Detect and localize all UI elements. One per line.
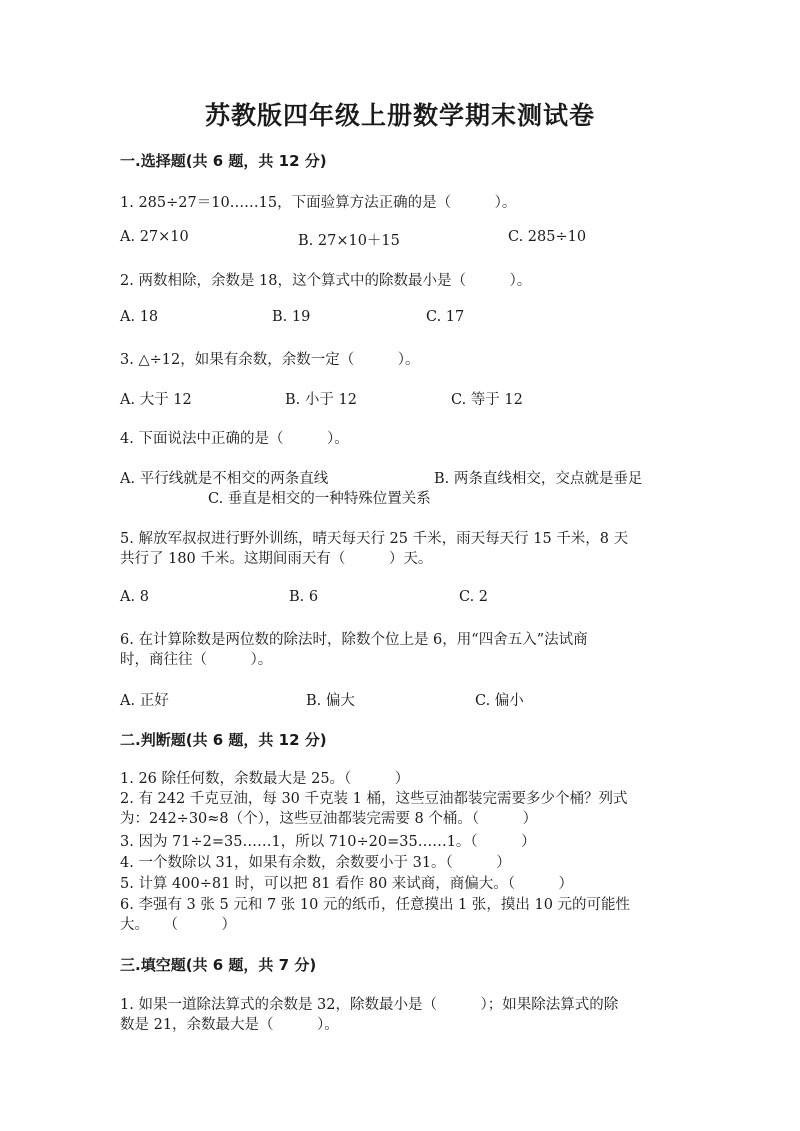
- judgment-line: 5. 计算 400÷81 时，可以把 81 看作 80 来试商，商偏大。（ ）: [120, 876, 574, 892]
- option-a: A. 27×10: [120, 229, 189, 245]
- option-a: A. 正好: [120, 693, 169, 709]
- judgment-line: 4. 一个数除以 31，如果有余数，余数要小于 31。（ ）: [120, 855, 511, 871]
- option-c: C. 垂直是相交的一种特殊位置关系: [208, 491, 431, 507]
- option-b: B. 19: [272, 309, 311, 325]
- question-stem-continued: 共行了 180 千米。这期间雨天有（ ）天。: [120, 551, 433, 567]
- judgment-line: 6. 李强有 3 张 5 元和 7 张 10 元的纸币，任意摸出 1 张，摸出 10 元的可能性: [120, 897, 631, 913]
- question-stem: 5. 解放军叔叔进行野外训练，晴天每天行 25 千米，雨天每天行 15 千米，8 天: [120, 531, 629, 547]
- fill-blank-line: 1. 如果一道除法算式的余数是 32，除数最小是（ ）；如果除法算式的除: [120, 997, 619, 1013]
- option-c: C. 17: [426, 309, 465, 325]
- section-heading-judgment: 二.判断题(共 6 题，共 12 分): [120, 731, 327, 749]
- page-title: 苏教版四年级上册数学期末测试卷: [204, 101, 595, 130]
- judgment-line: 2. 有 242 千克豆油，每 30 千克装 1 桶，这些豆油都装完需要多少个桶？列式: [120, 791, 628, 807]
- judgment-line: 1. 26 除任何数，余数最大是 25。（ ）: [120, 771, 410, 787]
- option-b: B. 两条直线相交，交点就是垂足: [434, 471, 643, 487]
- option-a: A. 18: [120, 309, 159, 325]
- question-stem-continued: 时，商往往（ ）。: [120, 652, 273, 668]
- option-b: B. 偏大: [306, 693, 355, 709]
- question-stem: 1. 285÷27＝10……15，下面验算方法正确的是（ ）。: [120, 195, 517, 211]
- judgment-line: 为：242÷30≈8（个），这些豆油都装完需要 8 个桶。（ ）: [120, 811, 538, 827]
- option-c: C. 等于 12: [451, 392, 523, 408]
- question-stem: 3. △÷12，如果有余数，余数一定（ ）。: [120, 352, 420, 368]
- section-heading-choice: 一.选择题(共 6 题，共 12 分): [120, 152, 327, 170]
- option-a: A. 大于 12: [120, 392, 192, 408]
- option-c: C. 285÷10: [508, 229, 587, 245]
- option-b: B. 小于 12: [285, 392, 357, 408]
- option-c: C. 偏小: [475, 693, 524, 709]
- question-stem: 6. 在计算除数是两位数的除法时，除数个位上是 6，用“四舍五入”法试商: [120, 632, 588, 648]
- question-stem: 4. 下面说法中正确的是（ ）。: [120, 431, 349, 447]
- option-c: C. 2: [459, 589, 489, 605]
- option-b: B. 6: [289, 589, 319, 605]
- judgment-line: 3. 因为 71÷2=35……1，所以 710÷20=35……1。（ ）: [120, 834, 536, 850]
- option-b: B. 27×10＋15: [298, 233, 400, 249]
- option-a: A. 平行线就是不相交的两条直线: [120, 471, 329, 487]
- fill-blank-line: 数是 21，余数最大是（ ）。: [120, 1017, 339, 1033]
- option-a: A. 8: [120, 589, 149, 605]
- section-heading-fill-blank: 三.填空题(共 6 题，共 7 分): [120, 956, 317, 974]
- judgment-line: 大。 （ ）: [120, 917, 236, 933]
- question-stem: 2. 两数相除，余数是 18，这个算式中的除数最小是（ ）。: [120, 273, 532, 289]
